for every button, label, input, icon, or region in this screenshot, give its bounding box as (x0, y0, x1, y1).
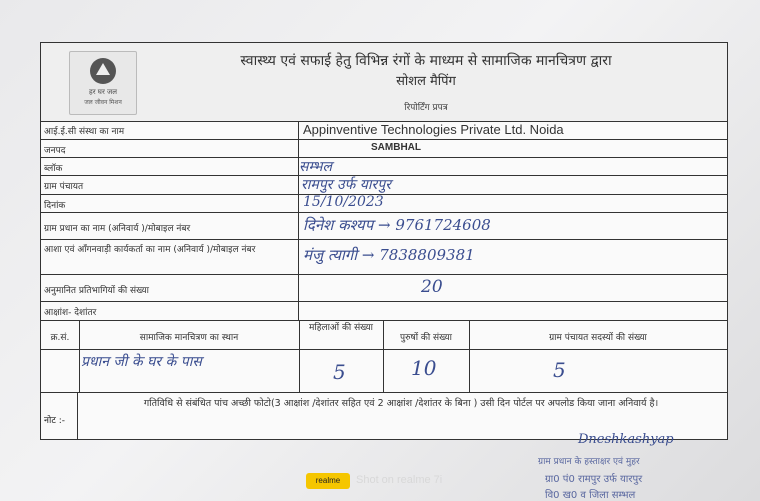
row-date (41, 195, 727, 213)
stamp-line-2: ग्रा0 पं0 रामपुर उर्फ यारपुर (545, 474, 643, 485)
block-label: ब्लॉक (44, 164, 63, 174)
note-text: गतिविधि से संबंधित पांच अच्छी फोटो(3 आक्षांश /देशांतर सहित एवं 2 आक्षांश /देशांतर के बिना ) उसी दिन पोर्टल पर अपलोड किया जाना अनिवार्य है। (143, 398, 659, 409)
row-district (41, 140, 727, 158)
row-latlong (41, 302, 727, 321)
participants-value: 20 (421, 277, 443, 297)
note-label: नोट :- (44, 416, 66, 426)
stamp-line-1: ग्राम प्रधान के हस्ताक्षर एवं मुहर (538, 457, 640, 467)
table-divider-4 (469, 321, 470, 393)
date-value: 15/10/2023 (303, 194, 384, 210)
participants-label: अनुमानित प्रतिभागियों की संख्या (44, 286, 149, 296)
org-value: Appinventive Technologies Private Ltd. Noida (303, 122, 564, 137)
pradhan-signature: Dneshkashyap (578, 432, 674, 447)
reporting-form (40, 42, 728, 440)
row-block (41, 158, 727, 176)
table-divider-2 (299, 321, 300, 393)
place-value: प्रधान जी के घर के पास (81, 354, 202, 370)
form-title-sub: सोशल मैपिंग (396, 74, 456, 89)
table-divider-1 (79, 321, 80, 393)
water-drop-icon (90, 58, 116, 84)
pradhan-value: दिनेश कश्यप → 9761724608 (303, 216, 491, 234)
district-value: SAMBHAL (371, 142, 421, 153)
asha-value: मंजु त्यागी → 7838809381 (303, 246, 475, 264)
logo-line-2: जल जीवन मिशन (84, 99, 122, 106)
col-place: सामाजिक मानचित्रण का स्थान (139, 333, 239, 343)
label-divider (298, 121, 299, 320)
stamp-line-3: वि0 ख0 व जिला सम्भल (545, 490, 636, 501)
members-value: 5 (553, 358, 566, 382)
row-participants (41, 275, 727, 302)
form-header (41, 43, 727, 122)
camera-watermark: Shot on realme 7i (356, 474, 443, 486)
col-men: पुरुषों की संख्या (400, 333, 452, 343)
table-header (41, 321, 727, 350)
women-value: 5 (333, 360, 346, 384)
asha-label: आशा एवं आँगनवाड़ी कार्यकर्ता का नाम (अनिवार्य )/मोबाइल नंबर (44, 245, 256, 255)
row-pradhan (41, 213, 727, 240)
form-subtitle: रिपोर्टिंग प्रपत्र (404, 103, 448, 113)
realme-badge: realme (306, 473, 350, 489)
org-label: आई.ई.सी संस्था का नाम (44, 127, 125, 137)
col-members: ग्राम पंचायत सदस्यों की संख्या (549, 333, 647, 343)
block-value: सम्भल (299, 159, 332, 175)
col-women: महिलाओं की संख्या (309, 323, 373, 333)
row-asha (41, 240, 727, 275)
row-gram-panchayat (41, 176, 727, 195)
note-divider (77, 393, 78, 439)
pradhan-label: ग्राम प्रधान का नाम (अनिवार्य )/मोबाइल नंबर (44, 224, 191, 234)
logo-line-1: हर घर जल (89, 88, 117, 96)
table-row (41, 350, 727, 393)
gp-value: रामपुर उर्फ यारपुर (301, 177, 391, 193)
table-divider-3 (383, 321, 384, 393)
latlong-label: आक्षांश- देशांतर (44, 308, 97, 318)
row-organisation (41, 121, 727, 140)
gp-label: ग्राम पंचायत (44, 182, 84, 192)
col-sn: क्र.सं. (50, 333, 70, 343)
date-label: दिनांक (44, 201, 66, 211)
men-value: 10 (411, 356, 437, 380)
form-title: स्वास्थ्य एवं सफाई हेतु विभिन्न रंगों के माध्यम से सामाजिक मानचित्रण द्वारा (240, 53, 612, 69)
district-label: जनपद (44, 146, 66, 156)
jal-jeevan-mission-logo (69, 51, 137, 115)
